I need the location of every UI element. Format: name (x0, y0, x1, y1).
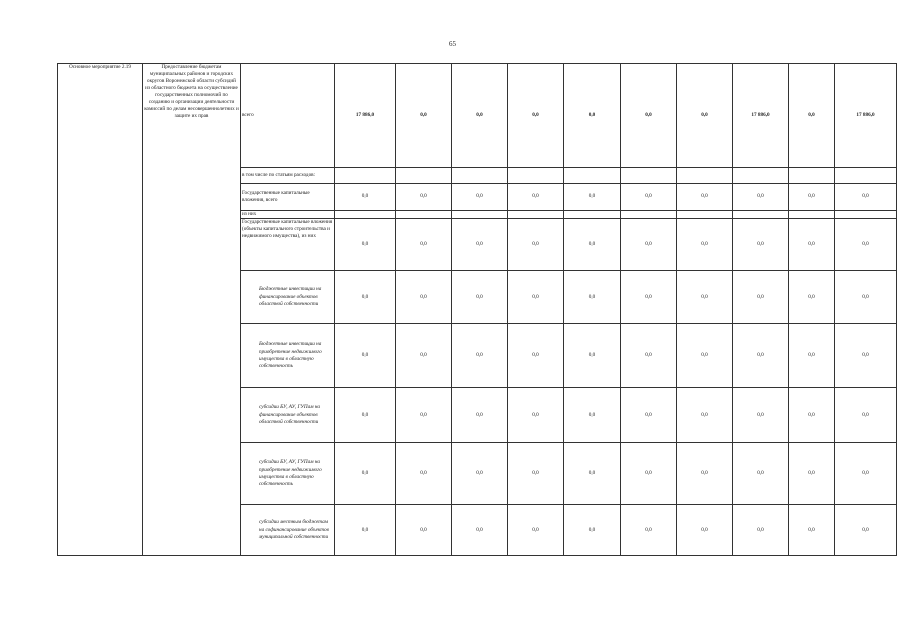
value-cell: 0,0 (733, 219, 789, 271)
empty-cell (621, 211, 677, 219)
value-cell: 0,0 (335, 505, 396, 556)
value-cell: 0,0 (564, 271, 621, 324)
value-cell: 0,0 (564, 184, 621, 211)
value-cell: 0,0 (733, 184, 789, 211)
row-label: из них (241, 211, 335, 219)
value-cell: 17 886,0 (835, 64, 897, 168)
value-cell: 0,0 (335, 219, 396, 271)
empty-cell (452, 168, 508, 184)
value-cell: 0,0 (733, 443, 789, 505)
value-cell: 0,0 (564, 324, 621, 388)
value-cell: 0,0 (677, 271, 733, 324)
value-cell: 0,0 (621, 219, 677, 271)
row-label: Бюджетные инвестиции на приобретение недвижимого имущества в областную собственность (241, 324, 335, 388)
value-cell: 0,0 (335, 324, 396, 388)
value-cell: 0,0 (733, 324, 789, 388)
value-cell: 0,0 (621, 443, 677, 505)
value-cell: 0,0 (789, 219, 835, 271)
value-cell: 0,0 (789, 443, 835, 505)
row-label: Государственные капитальные вложения, всего (241, 184, 335, 211)
empty-cell (396, 211, 452, 219)
value-cell: 0,0 (564, 505, 621, 556)
value-cell: 0,0 (677, 64, 733, 168)
value-cell: 0,0 (835, 184, 897, 211)
value-cell: 0,0 (508, 271, 564, 324)
value-cell: 0,0 (396, 388, 452, 443)
row-label: всего (241, 64, 335, 168)
value-cell: 0,0 (789, 184, 835, 211)
empty-cell (835, 211, 897, 219)
value-cell: 17 886,0 (733, 64, 789, 168)
empty-cell (789, 168, 835, 184)
value-cell: 0,0 (335, 388, 396, 443)
empty-cell (835, 168, 897, 184)
empty-cell (335, 168, 396, 184)
value-cell: 0,0 (835, 324, 897, 388)
value-cell: 0,0 (677, 443, 733, 505)
row-label: субсидии БУ, АУ, ГУПам на приобретение недвижимого имущества в областную собственность (241, 443, 335, 505)
value-cell: 17 886,0 (335, 64, 396, 168)
value-cell: 0,0 (564, 219, 621, 271)
value-cell: 0,0 (789, 64, 835, 168)
value-cell: 0,0 (396, 505, 452, 556)
value-cell: 0,0 (396, 64, 452, 168)
empty-cell (789, 211, 835, 219)
value-cell: 0,0 (452, 324, 508, 388)
empty-cell (396, 168, 452, 184)
value-cell: 0,0 (508, 388, 564, 443)
page-number: 65 (449, 40, 456, 48)
value-cell: 0,0 (452, 443, 508, 505)
value-cell: 0,0 (835, 219, 897, 271)
value-cell: 0,0 (564, 388, 621, 443)
value-cell: 0,0 (677, 505, 733, 556)
value-cell: 0,0 (564, 64, 621, 168)
empty-cell (508, 168, 564, 184)
budget-table (57, 63, 897, 556)
value-cell: 0,0 (789, 388, 835, 443)
value-cell: 0,0 (396, 443, 452, 505)
value-cell: 0,0 (621, 184, 677, 211)
row-label: субсидии БУ, АУ, ГУПам на финансирование объектов областной собственности (241, 388, 335, 443)
value-cell: 0,0 (835, 505, 897, 556)
event-name-cell: Предоставление бюджетам муниципальных районов и городских округов Воронежской области субсидий из областного бюджета на осуществление государственных полномочий по созданию и организации деятельности комиссий по делам несовершеннолетних и защите их прав (143, 64, 241, 556)
value-cell: 0,0 (396, 184, 452, 211)
value-cell: 0,0 (677, 324, 733, 388)
value-cell: 0,0 (452, 505, 508, 556)
value-cell: 0,0 (621, 388, 677, 443)
value-cell: 0,0 (677, 184, 733, 211)
value-cell: 0,0 (733, 505, 789, 556)
value-cell: 0,0 (335, 443, 396, 505)
value-cell: 0,0 (508, 324, 564, 388)
empty-cell (564, 211, 621, 219)
value-cell: 0,0 (508, 505, 564, 556)
value-cell: 0,0 (452, 388, 508, 443)
value-cell: 0,0 (508, 64, 564, 168)
value-cell: 0,0 (789, 505, 835, 556)
row-label: Государственные капитальные вложения (объекты капитального строительства и недвижимого имущества), из них (241, 219, 335, 271)
table-row (58, 64, 897, 168)
empty-cell (508, 211, 564, 219)
event-cell: Основное мероприятие 2.19 (58, 64, 143, 556)
value-cell: 0,0 (621, 324, 677, 388)
value-cell: 0,0 (835, 388, 897, 443)
value-cell: 0,0 (621, 64, 677, 168)
value-cell: 0,0 (452, 271, 508, 324)
row-label: в том числе по статьям расходов: (241, 168, 335, 184)
value-cell: 0,0 (452, 64, 508, 168)
empty-cell (564, 168, 621, 184)
value-cell: 0,0 (452, 219, 508, 271)
value-cell: 0,0 (396, 324, 452, 388)
value-cell: 0,0 (835, 443, 897, 505)
empty-cell (335, 211, 396, 219)
value-cell: 0,0 (733, 271, 789, 324)
value-cell: 0,0 (335, 184, 396, 211)
row-label: субсидии местным бюджетам на софинансирование объектов муниципальной собственности (241, 505, 335, 556)
value-cell: 0,0 (396, 271, 452, 324)
value-cell: 0,0 (677, 219, 733, 271)
empty-cell (733, 168, 789, 184)
value-cell: 0,0 (789, 324, 835, 388)
value-cell: 0,0 (621, 271, 677, 324)
value-cell: 0,0 (452, 184, 508, 211)
value-cell: 0,0 (335, 271, 396, 324)
value-cell: 0,0 (508, 443, 564, 505)
value-cell: 0,0 (396, 219, 452, 271)
value-cell: 0,0 (733, 388, 789, 443)
empty-cell (452, 211, 508, 219)
value-cell: 0,0 (835, 271, 897, 324)
empty-cell (733, 211, 789, 219)
value-cell: 0,0 (508, 184, 564, 211)
empty-cell (621, 168, 677, 184)
value-cell: 0,0 (621, 505, 677, 556)
value-cell: 0,0 (677, 388, 733, 443)
value-cell: 0,0 (508, 219, 564, 271)
empty-cell (677, 168, 733, 184)
row-label: Бюджетные инвестиции на финансирование объектов областной собственности (241, 271, 335, 324)
empty-cell (677, 211, 733, 219)
value-cell: 0,0 (564, 443, 621, 505)
value-cell: 0,0 (789, 271, 835, 324)
